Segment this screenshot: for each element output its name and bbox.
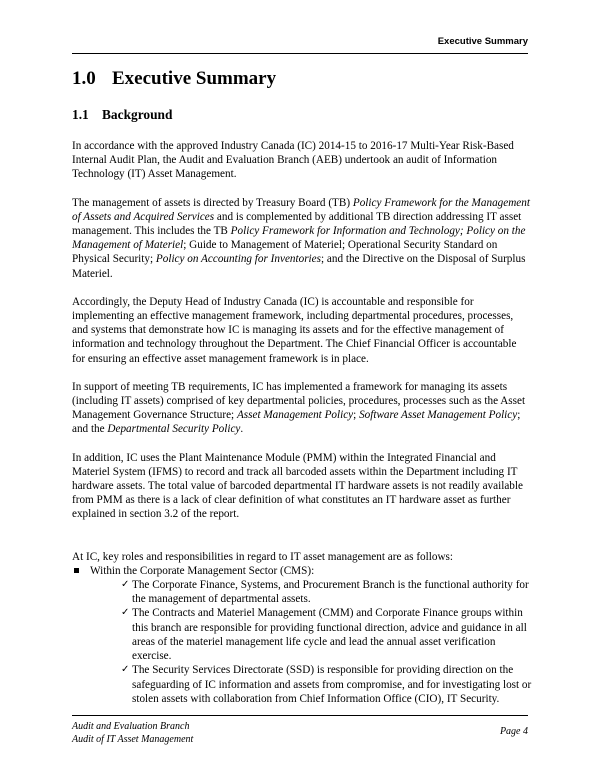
page-number: Page 4 bbox=[499, 726, 528, 737]
paragraph-pmm: In addition, IC uses the Plant Maintenance Module (PMM) within the Integrated Financial and Materiel System (IFMS) to record and track all barcoded assets within the Department including IT hardware assets. The total value of barcoded departmental IT hardware assets is not readily available from PMM as there is a lack of clear definition of what constitutes an IT hardware asset as further explained in section 3.2 of the report. bbox=[72, 451, 523, 521]
responsibility-list bbox=[90, 578, 532, 706]
paragraph-tb-direction: The management of assets is directed by Treasury Board (TB) Policy Framework for the Management of Assets and Acquired Services and is complemented by additional TB direction addressing IT asset management. This includes the TB Policy Framework for Information and Technology; Policy on the Management of Materiel; Guide to Management of Materiel; Operational Security Standard on Physical Security; Policy on Accounting for Inventories; and the Directive on the Disposal of Surplus Materiel. bbox=[72, 196, 530, 280]
running-header: Executive Summary bbox=[437, 36, 528, 47]
list-item: ✓ The Corporate Finance, Systems, and Procurement Branch is the functional authority for the management of departmental assets. bbox=[121, 579, 529, 606]
checkmark-icon: ✓ bbox=[121, 579, 130, 591]
paragraph-accountability: Accordingly, the Deputy Head of Industry Canada (IC) is accountable and responsible for implementing an effective management framework, including departmental procedures, processes, and systems that demonstrate how IC is managing its assets and for the effective management of information and technology throughout the Department. The Chief Financial Officer is accountable for ensuring an effective asset management framework is in place. bbox=[72, 295, 517, 365]
page-body bbox=[72, 67, 532, 706]
subsection-title: Background bbox=[102, 107, 173, 122]
header-rule bbox=[72, 53, 528, 54]
list-item: ✓ The Security Services Directorate (SSD) is responsible for providing direction on the safeguarding of IC information and assets from compromise, and for investigating lost or stolen assets with collaboration from Chief Information Office (CIO), IT Security. bbox=[121, 664, 532, 705]
policy-reference: Policy Framework for the Management of Assets and Acquired Services bbox=[72, 196, 530, 223]
footer-branch: Audit and Evaluation Branch bbox=[72, 721, 190, 732]
checkmark-icon: ✓ bbox=[121, 664, 130, 676]
subsection-number: 1.1 bbox=[72, 107, 89, 122]
list-item: ✓ The Contracts and Materiel Management (CMM) and Corporate Finance groups within this branch are responsible for providing functional direction, advice and guidance in all areas of the materiel management life cycle and lead the annual asset verification exercise. bbox=[121, 607, 527, 663]
list-item bbox=[72, 564, 532, 706]
section-number: 1.0 bbox=[72, 68, 96, 89]
paragraph-framework: In support of meeting TB requirements, IC has implemented a framework for managing its assets (including IT assets) comprised of key departmental policies, procedures, processes such as the Asset Management Governance Structure; Asset Management Policy; Software Asset Management Policy; and the Departmental Security Policy. bbox=[72, 380, 526, 436]
footer-source bbox=[72, 720, 193, 746]
roles-list bbox=[72, 564, 532, 706]
policy-reference: Departmental Security Policy bbox=[107, 423, 241, 436]
paragraph-roles-intro: At IC, key roles and responsibilities in regard to IT asset management are as follows: bbox=[72, 550, 454, 563]
policy-reference: Software Asset Management Policy bbox=[359, 409, 518, 422]
policy-reference: Asset Management Policy bbox=[236, 409, 354, 422]
subsection-heading bbox=[72, 106, 532, 124]
policy-reference: Policy on Accounting for Inventories bbox=[155, 253, 321, 266]
section-title: Executive Summary bbox=[112, 68, 277, 89]
policy-reference: Policy Framework for Information and Technology; Policy on the Management of Materiel bbox=[72, 225, 526, 252]
section-heading bbox=[72, 67, 532, 91]
footer-rule bbox=[72, 715, 528, 716]
paragraph-audit-plan: In accordance with the approved Industry Canada (IC) 2014-15 to 2016-17 Multi-Year Risk-Based Internal Audit Plan, the Audit and Evaluation Branch (AEB) undertook an audit of Information Technology (IT) Asset Management. bbox=[72, 140, 514, 181]
footer-report-title: Audit of IT Asset Management bbox=[72, 734, 194, 745]
square-bullet-icon bbox=[74, 568, 79, 573]
checkmark-icon: ✓ bbox=[121, 607, 130, 619]
bullet-label: Within the Corporate Management Sector (CMS): bbox=[90, 564, 315, 577]
